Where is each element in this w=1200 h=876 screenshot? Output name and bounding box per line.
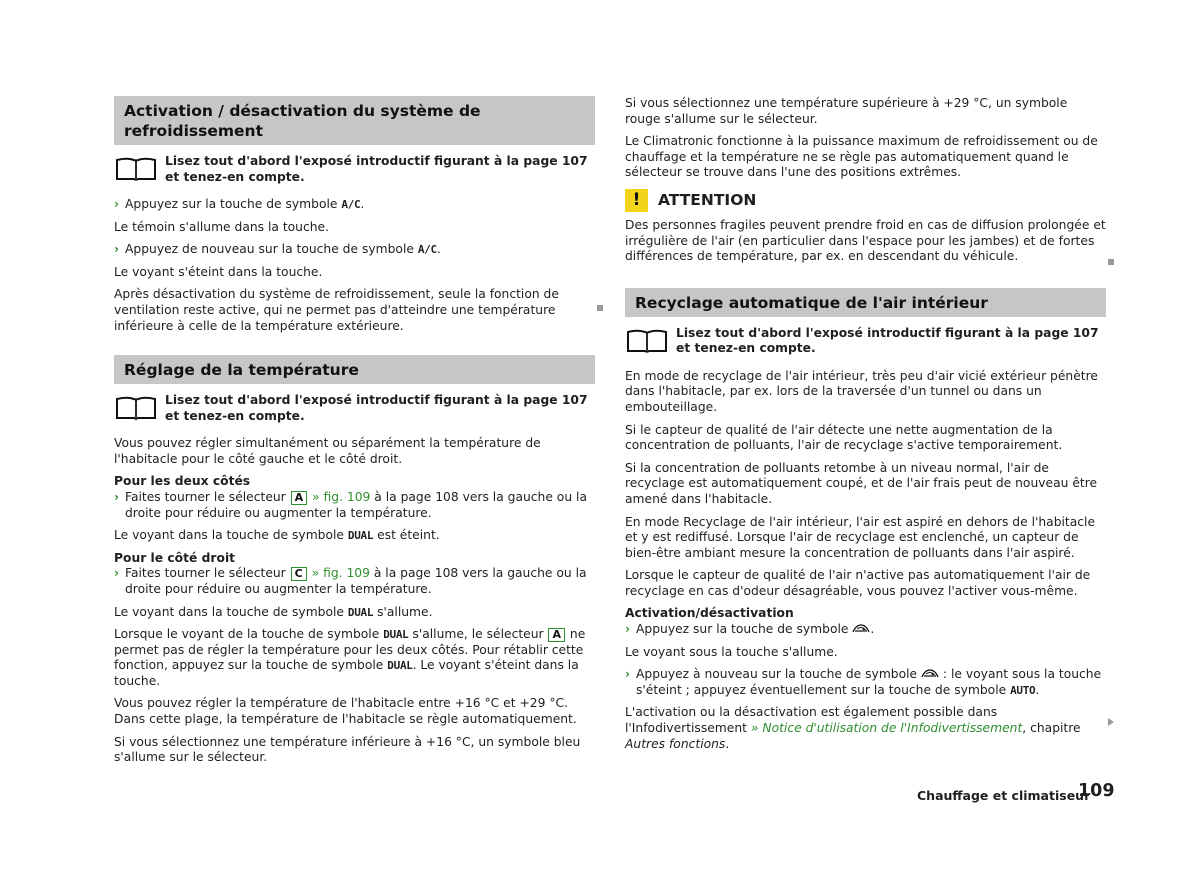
paragraph: Le voyant sous la touche s'allume.	[625, 644, 838, 659]
dual-symbol: DUAL	[383, 628, 409, 642]
paragraph: Le témoin s'allume dans la touche.	[114, 219, 329, 234]
paragraph: Vous pouvez régler simultanément ou séparément la température de l'habitacle pour le côté gauche et le côté droit.	[114, 436, 541, 466]
figure-reference-link[interactable]: » fig. 109	[307, 566, 370, 581]
bullet-arrow-icon: ›	[625, 622, 631, 637]
bullet-arrow-icon: ›	[114, 566, 120, 581]
air-recirculation-icon	[852, 624, 870, 634]
bullet-arrow-icon: ›	[625, 667, 631, 682]
step-rotate-selector-c: › Faites tourner le sélecteur C » fig. 109 à la page 108 vers la gauche ou la droite pour réduire ou augmenter la température.	[114, 566, 587, 596]
paragraph: Le voyant s'éteint dans la touche.	[114, 264, 323, 279]
read-first-note: Lisez tout d'abord l'exposé introductif figurant à la page 107 et tenez-en compte.	[625, 326, 1106, 360]
book-icon	[115, 156, 157, 182]
selector-key-a: A	[291, 491, 308, 505]
footer-chapter: Chauffage et climatiseur	[917, 788, 1091, 803]
read-first-note: Lisez tout d'abord l'exposé introductif figurant à la page 107 et tenez-en compte.	[114, 154, 595, 188]
attention-title: ATTENTION	[658, 190, 757, 209]
step-rotate-selector-a: › Faites tourner le sélecteur A » fig. 109 à la page 108 vers la gauche ou la droite pour réduire ou augmenter la température.	[114, 489, 587, 520]
paragraph: Après désactivation du système de refroidissement, seule la fonction de ventilation reste active, qui ne permet pas d'atteindre une température inférieure à celle de la température extérieure.	[114, 287, 559, 333]
dual-symbol: DUAL	[347, 529, 374, 543]
bullet-arrow-icon: ›	[114, 242, 120, 257]
page-number: 109	[1078, 781, 1115, 801]
section-title-cooling: Activation / désactivation du système de refroidissement	[114, 96, 595, 145]
paragraph: En mode Recyclage de l'air intérieur, l'air est aspiré en dehors de l'habitacle et y est rediffusé. Lorsque l'air de recyclage est enclenché, un capteur de bien-être ambiant mesure la concentration de polluants dans l'air aspiré.	[625, 514, 1096, 560]
paragraph: Vous pouvez régler la température de l'habitacle entre +16 °C et +29 °C. Dans cette plage, la température de l'habitacle se règle automatiquement.	[114, 696, 577, 727]
paragraph: Lorsque le capteur de qualité de l'air n'active pas automatiquement l'air de recyclage en cas d'odeur désagréable, vous pouvez l'activer vous-même.	[625, 568, 1091, 598]
selector-key-a: A	[548, 628, 565, 642]
figure-reference-link[interactable]: » fig. 109	[308, 489, 371, 504]
right-column	[625, 96, 1106, 759]
attention-text: Des personnes fragiles peuvent prendre froid en cas de diffusion prolongée et irrégulière de l'air (en particulier dans l'espace pour les jambes) et de fortes différences de température, par ex. en descendant du véhicule.	[625, 217, 1106, 264]
ac-symbol: A/C	[417, 243, 437, 257]
paragraph: Si vous sélectionnez une température supérieure à +29 °C, un symbole rouge s'allume sur le sélecteur.	[625, 96, 1068, 126]
dual-symbol: DUAL	[347, 605, 374, 619]
book-icon	[115, 395, 157, 421]
attention-header	[625, 189, 1106, 212]
bullet-arrow-icon: ›	[114, 489, 120, 504]
paragraph: Le voyant dans la touche de symbole DUAL s'allume.	[114, 604, 433, 619]
paragraph: En mode de recyclage de l'air intérieur, très peu d'air vicié extérieur pénètre dans l'habitacle, par ex. lors de la traversée d'un tunnel ou dans un embouteillage.	[625, 368, 1098, 414]
left-column	[114, 96, 595, 773]
section-end-marker	[1108, 259, 1114, 265]
selector-key-c: C	[291, 567, 307, 581]
section-title-temperature: Réglage de la température	[114, 355, 595, 384]
paragraph: Lorsque le voyant de la touche de symbole DUAL s'allume, le sélecteur A ne permet pas de régler la température pour les deux côtés. Pour rétablir cette fonction, appuyez sur la touche de symbole DUAL. Le voyant s'éteint dans la touche.	[114, 627, 586, 688]
step-recycle-on: › Appuyez sur la touche de symbole .	[625, 622, 875, 637]
infotainment-manual-link[interactable]: » Notice d'utilisation de l'Infodivertissement	[750, 721, 1023, 736]
air-recirculation-icon	[921, 669, 939, 679]
subheading-right-side: Pour le côté droit	[114, 550, 236, 565]
ac-symbol: A/C	[341, 198, 361, 211]
section-end-marker	[597, 305, 603, 311]
paragraph: Le Climatronic fonctionne à la puissance maximum de refroidissement ou de chauffage et la température ne se règle pas automatiquement quand le sélecteur se trouve dans l'une des positions extrêmes.	[625, 134, 1098, 180]
paragraph: Si la concentration de polluants retombe à un niveau normal, l'air de recyclage est automatiquement coupé, et de l'air frais peut de nouveau être amené dans l'habitacle.	[625, 460, 1098, 506]
book-icon	[626, 328, 668, 354]
subheading-both-sides: Pour les deux côtés	[114, 474, 251, 489]
subheading-activation: Activation/désactivation	[625, 606, 794, 621]
paragraph: L'activation ou la désactivation est également possible dans l'Infodivertissement » Notice d'utilisation de l'Infodivertissement, chapitre Autres fonctions.	[625, 705, 1081, 751]
continue-arrow-icon	[1108, 718, 1114, 726]
auto-symbol: AUTO	[1010, 683, 1036, 697]
dual-symbol: DUAL	[387, 659, 413, 673]
warning-icon: !	[625, 189, 648, 212]
step-ac-on: › Appuyez sur la touche de symbole A/C.	[114, 197, 365, 211]
step-ac-off: › Appuyez de nouveau sur la touche de symbole A/C.	[114, 242, 441, 257]
paragraph: Si le capteur de qualité de l'air détecte une nette augmentation de la concentration de polluants, l'air de recyclage s'active temporairement.	[625, 422, 1063, 453]
step-recycle-off: › Appuyez à nouveau sur la touche de symbole : le voyant sous la touche s'éteint ; appuyez éventuellement sur la touche de symbole AUTO.	[625, 667, 1102, 697]
section-title-recycling: Recyclage automatique de l'air intérieur	[625, 288, 1106, 317]
bullet-arrow-icon: ›	[114, 197, 120, 211]
paragraph: Le voyant dans la touche de symbole DUAL est éteint.	[114, 528, 440, 543]
read-first-note: Lisez tout d'abord l'exposé introductif figurant à la page 107 et tenez-en compte.	[114, 393, 595, 427]
paragraph: Si vous sélectionnez une température inférieure à +16 °C, un symbole bleu s'allume sur le sélecteur.	[114, 734, 581, 765]
